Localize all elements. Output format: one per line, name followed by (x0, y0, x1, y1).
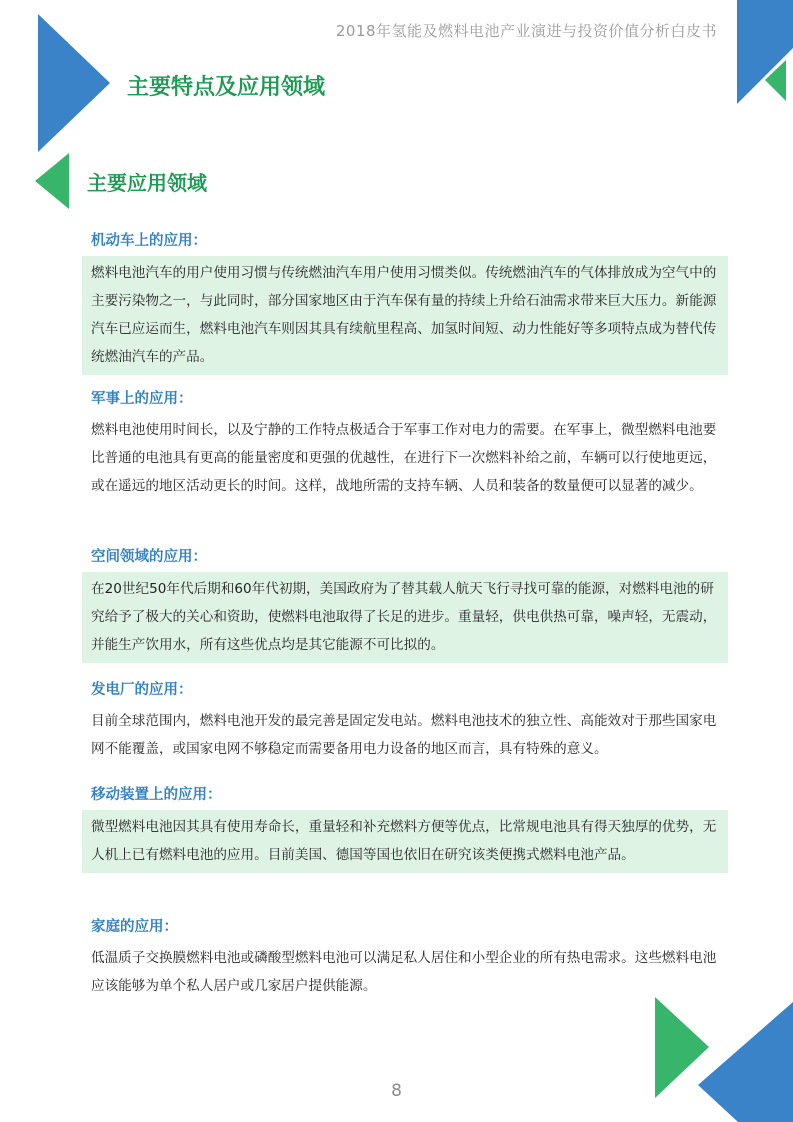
bottom-right-blue-shape (698, 1002, 793, 1122)
section-heading: 移动装置上的应用： (91, 787, 222, 803)
section-body: 燃料电池汽车的用户使用习惯与传统燃油汽车用户使用习惯类似。传统燃油汽车的气体排放成为空气中的主要污染物之一，与此同时，部分国家地区由于汽车保有量的持续上升给石油需求带来巨大压力。新能源汽车已应运而生，燃料电池汽车则因其具有续航里程高、加氢时间短、动力性能好等多项特点成为替代传统燃油汽车的产品。 (82, 256, 728, 375)
section-vehicle (82, 229, 728, 375)
section-space (82, 545, 728, 663)
section-body: 在20世纪50年代后期和60年代初期，美国政府为了替其载人航天飞行寻找可靠的能源，对燃料电池的研究给予了极大的关心和资助，使燃料电池取得了长足的进步。重量轻，供电供热可靠，噪声轻，无震动，并能生产饮用水，所有这些优点均是其它能源不可比拟的。 (82, 572, 728, 663)
section-power-plant (82, 678, 728, 763)
section-mobile-devices (82, 783, 728, 873)
section-heading: 军事上的应用： (91, 391, 193, 407)
section-title: 主要应用领域 (87, 171, 207, 195)
section-body: 微型燃料电池因其具有使用寿命长，重量轻和补充燃料方便等优点，比常规电池具有得天独厚的优势，无人机上已有燃料电池的应用。目前美国、德国等国也依旧在研究该类便携式燃料电池产品。 (82, 810, 728, 873)
left-green-triangle (35, 153, 69, 209)
report-title: 2018年氢能及燃料电池产业演进与投资价值分析白皮书 (335, 22, 717, 40)
page-title: 主要特点及应用领域 (127, 75, 326, 100)
section-heading: 机动车上的应用： (91, 233, 207, 249)
section-body: 燃料电池使用时间长，以及宁静的工作特点极适合于军事工作对电力的需要。在军事上，微型燃料电池要比普通的电池具有更高的能量密度和更强的优越性，在进行下一次燃料补给之前，车辆可以行使地更远，或在遥远的地区活动更长的时间。这样，战地所需的支持车辆、人员和装备的数量便可以显著的减少。 (91, 422, 717, 494)
section-body: 目前全球范围内，燃料电池开发的最完善是固定发电站。燃料电池技术的独立性、高能效对于那些国家电网不能覆盖，或国家电网不够稳定而需要备用电力设备的地区而言，具有特殊的意义。 (91, 713, 717, 757)
section-military (82, 387, 728, 500)
section-heading: 家庭的应用： (91, 919, 178, 935)
top-left-blue-triangle (38, 14, 110, 152)
section-body: 低温质子交换膜燃料电池或磷酸型燃料电池可以满足私人居住和小型企业的所有热电需求。这些燃料电池应该能够为单个私人居户或几家居户提供能源。 (91, 950, 717, 994)
page-number: 8 (391, 1081, 402, 1101)
section-heading: 空间领域的应用： (91, 549, 207, 565)
section-heading: 发电厂的应用： (91, 682, 193, 698)
section-household (82, 915, 728, 1000)
